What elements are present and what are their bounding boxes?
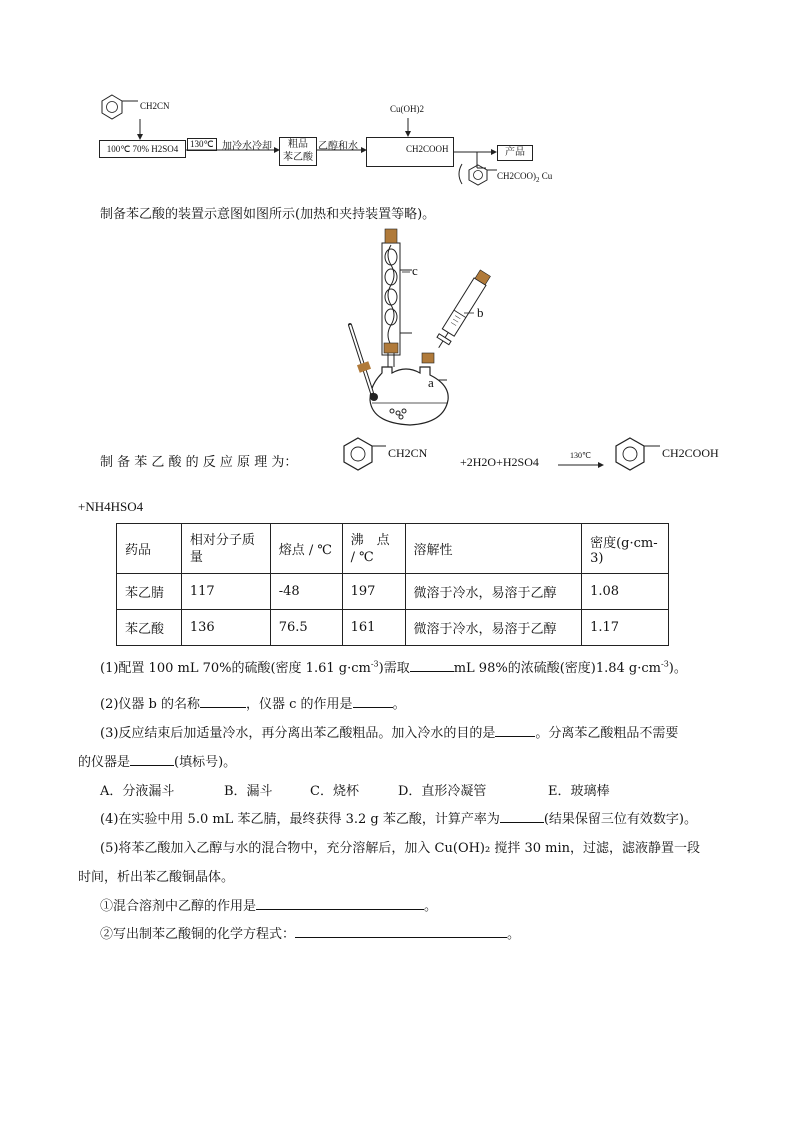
q3-answer-blank-2[interactable] (130, 753, 174, 766)
q1-text-d: )。 (668, 661, 687, 676)
label-flask-a: a (428, 375, 434, 390)
question-1 (100, 657, 687, 676)
benzene-ring-icon (102, 95, 122, 119)
question-2 (100, 693, 406, 712)
table-cell: 76.5 (270, 610, 342, 646)
apparatus-drawing (330, 225, 500, 430)
table-cell: 1.17 (582, 610, 669, 646)
table-row (117, 574, 669, 610)
q4-answer-blank[interactable] (500, 810, 544, 823)
q1-answer-blank[interactable] (410, 659, 454, 672)
table-cell: 苯乙酸 (117, 610, 182, 646)
q1-sup: -3 (370, 659, 379, 669)
q4-text-a: (4)在实验中用 5.0 mL 苯乙腈，最终获得 3.2 g 苯乙酸，计算产率为 (100, 812, 500, 827)
property-table (116, 523, 669, 646)
flow-copper-salt-metal: Cu (541, 171, 553, 181)
question-3-options (100, 780, 720, 799)
table-cell: 苯乙腈 (117, 574, 182, 610)
table-cell: 微溶于冷水，易溶于乙醇 (405, 574, 582, 610)
option-c[interactable]: C．烧杯 (310, 784, 359, 799)
flow-box-crude (279, 137, 317, 166)
table-header: 药品 (117, 524, 182, 574)
q3-answer-blank-1[interactable] (495, 724, 535, 737)
table-row (117, 610, 669, 646)
flow-copper-salt (497, 171, 552, 184)
table-cell: 1.08 (582, 574, 669, 610)
table-header: 相对分子质量 (181, 524, 270, 574)
flow-box-crude-line1: 粗品 (288, 139, 308, 150)
q2-text-a: (2)仪器 b 的名称 (100, 697, 201, 712)
label-funnel-b: b (477, 305, 484, 320)
question-3-line1 (100, 722, 678, 741)
table-cell: 117 (181, 574, 270, 610)
option-a[interactable]: A．分液漏斗 (100, 784, 175, 799)
flow-box-conditions: 100℃ 70% H2SO4 (99, 140, 186, 158)
flow-step-cool: 加冷水冷却 (222, 141, 272, 152)
q1-text-c: mL 98%的浓硫酸(密度)1.84 g·cm (453, 661, 661, 676)
apparatus-diagram (330, 225, 500, 430)
reaction-reagents: +2H2O+H2SO4 (460, 455, 539, 469)
q2-text-b: ，仪器 c 的作用是 (246, 697, 353, 712)
table-header: 沸 点 / ℃ (342, 524, 405, 574)
label-condenser-c: c (412, 263, 418, 278)
flow-step-solvent: 乙醇和水 (318, 141, 358, 152)
flow-reagent: Cu(OH)2 (390, 104, 424, 114)
q3-text-c: 的仪器是 (78, 755, 131, 770)
question-5-sub1 (100, 895, 437, 914)
table-header: 密度(g·cm-3) (582, 524, 669, 574)
benzene-ring-icon (616, 438, 644, 470)
table-cell: -48 (270, 574, 342, 610)
table-cell: 微溶于冷水，易溶于乙醇 (405, 610, 582, 646)
option-d[interactable]: D．直形冷凝管 (398, 784, 487, 799)
q5-sub1-end: 。 (424, 899, 438, 914)
flow-temp: 130℃ (187, 138, 217, 151)
reaction-product-group: CH2COOH (662, 446, 719, 460)
reaction-reactant-group: CH2CN (388, 446, 428, 460)
reaction-condition: 130℃ (570, 451, 591, 460)
flow-box-crude-line2: 苯乙酸 (283, 152, 313, 163)
flow-box-acid-group: CH2COOH (406, 144, 449, 154)
q1-text-a: (1)配置 100 mL 70%的硫酸(密度 1.61 g·cm (100, 661, 371, 676)
q5-sub2-text: ②写出制苯乙酸铜的化学方程式： (100, 927, 296, 942)
table-header: 溶解性 (405, 524, 582, 574)
q4-text-b: (结果保留三位有效数字)。 (543, 812, 697, 827)
flow-copper-salt-sub: 2 (536, 175, 540, 184)
option-e[interactable]: E．玻璃棒 (548, 784, 610, 799)
table-cell: 197 (342, 574, 405, 610)
q5-sub2-end: 。 (507, 927, 521, 942)
option-b[interactable]: B．漏斗 (224, 784, 273, 799)
intro-text: 制备苯乙酸的装置示意图如图所示(加热和夹持装置等略)。 (100, 207, 436, 222)
table-header: 熔点 / ℃ (270, 524, 342, 574)
question-3-line2 (78, 751, 236, 770)
table-header-row (117, 524, 669, 574)
question-4 (100, 808, 697, 827)
reaction-prefix: 制 备 苯 乙 酸 的 反 应 原 理 为： (100, 455, 298, 470)
flow-diagram-lines (0, 0, 800, 200)
q2-text-c: 。 (392, 697, 406, 712)
flow-start-group: CH2CN (140, 101, 170, 111)
question-5-sub2 (100, 923, 520, 942)
q3-text-b: 。分离苯乙酸粗品不需要 (535, 726, 679, 741)
question-5-line2: 时间，析出苯乙酸铜晶体。 (78, 870, 235, 885)
benzene-ring-icon (344, 438, 372, 470)
q1-text-b: )需取 (378, 661, 410, 676)
table-cell: 161 (342, 610, 405, 646)
q3-text-a: (3)反应结束后加适量冷水，再分离出苯乙酸粗品。加入冷水的目的是 (100, 726, 496, 741)
flow-product-box: 产品 (497, 145, 533, 161)
q2-answer-blank-2[interactable] (353, 695, 393, 708)
flow-copper-salt-group: CH2COO) (497, 171, 537, 181)
q2-answer-blank-1[interactable] (200, 695, 246, 708)
q1-sup2: -3 (660, 659, 669, 669)
q3-text-d: (填标号)。 (174, 755, 237, 770)
table-cell: 136 (181, 610, 270, 646)
reaction-byproduct: +NH4HSO4 (78, 499, 144, 514)
q5-sub1-text: ①混合溶剂中乙醇的作用是 (100, 899, 257, 914)
q5-sub1-answer-blank[interactable] (256, 897, 424, 910)
q5-sub2-answer-blank[interactable] (295, 925, 507, 938)
question-5-line1: (5)将苯乙酸加入乙醇与水的混合物中，充分溶解后，加入 Cu(OH)₂ 搅拌 30 min，过滤，滤液静置一段 (100, 841, 701, 856)
